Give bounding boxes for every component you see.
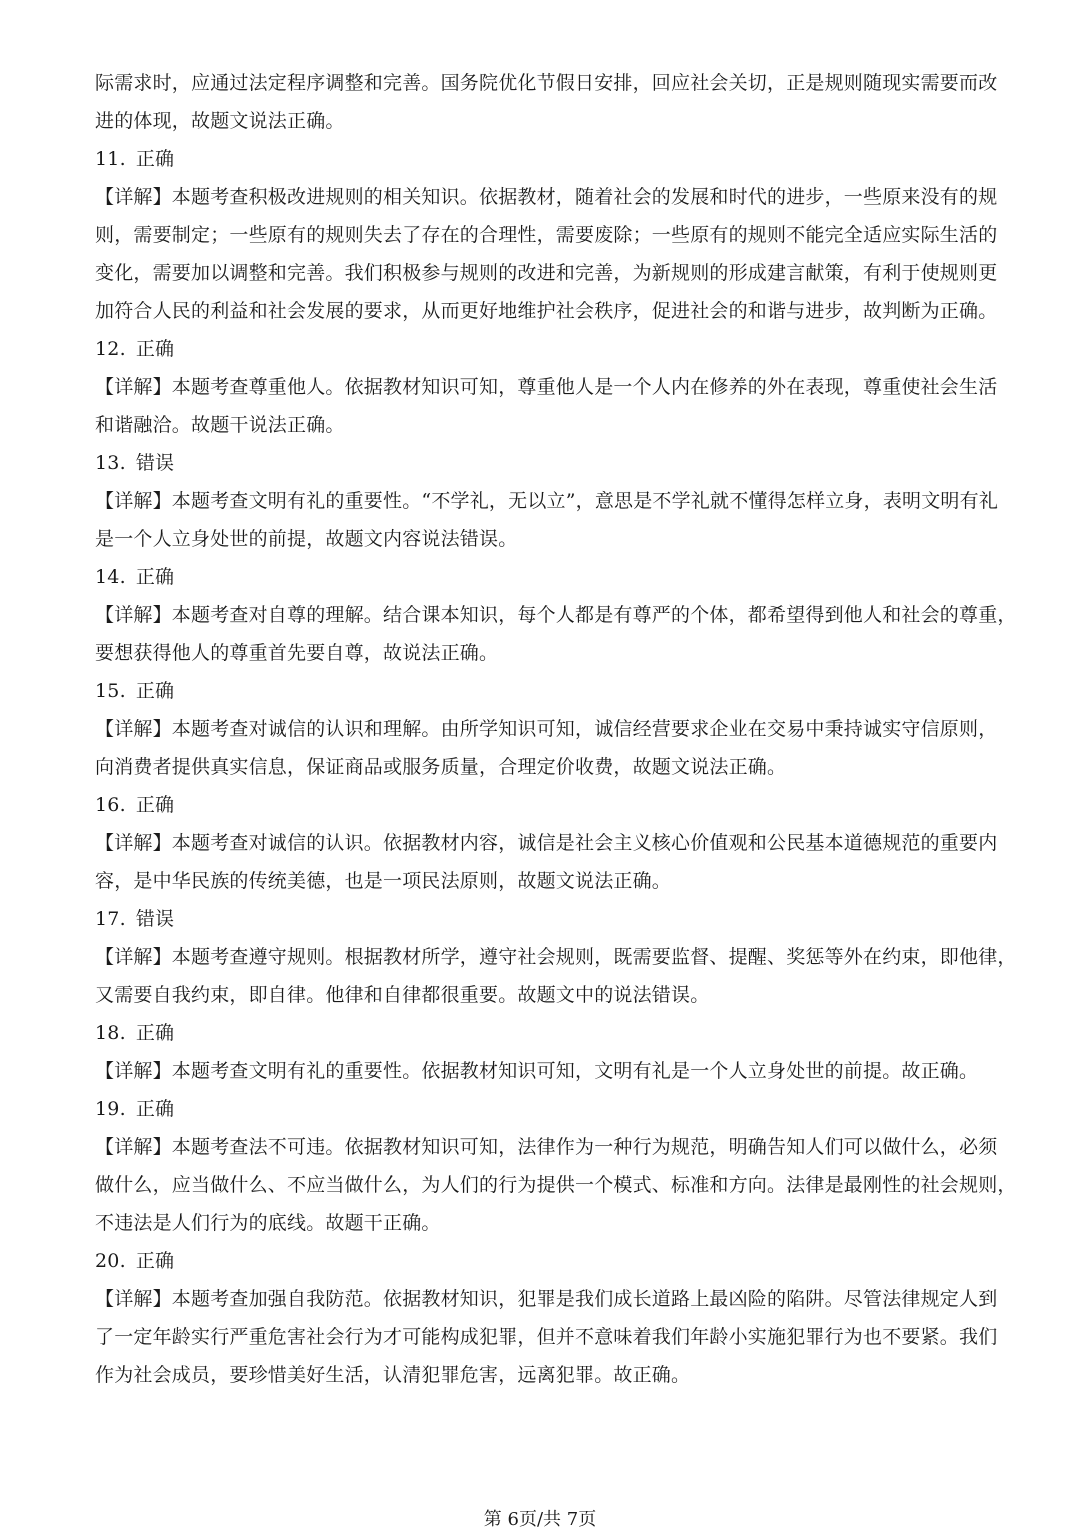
item-answer: 正确 [135,338,175,360]
item-answer: 错误 [135,908,175,930]
item-number: 20. [95,1250,126,1272]
item-number: 16. [95,794,126,816]
item-number: 15. [95,680,126,702]
item-answer: 正确 [135,794,175,816]
item-number: 13. [95,452,126,474]
detail-line: 【详解】本题考查积极改进规则的相关知识。依据教材，随着社会的发展和时代的进步，一些原来没有的规 [95,186,998,208]
detail-line: 【详解】本题考查对诚信的认识和理解。由所学知识可知，诚信经营要求企业在交易中秉持诚实守信原则， [95,718,998,740]
detail-line: 了一定年龄实行严重危害社会行为才可能构成犯罪，但并不意味着我们年龄小实施犯罪行为也不要紧。我们 [95,1326,998,1348]
item-number: 18. [95,1022,126,1044]
item-answer: 错误 [135,452,175,474]
item-number: 17. [95,908,126,930]
detail-line: 【详解】本题考查加强自我防范。依据教材知识，犯罪是我们成长道路上最凶险的陷阱。尽管法律规定人到 [95,1288,998,1310]
answer-item-11 [95,140,998,330]
answer-item-15 [95,672,998,786]
detail-line: 【详解】本题考查对自尊的理解。结合课本知识，每个人都是有尊严的个体，都希望得到他人和社会的尊重， [95,604,1017,626]
item-header [95,786,995,824]
answer-item-12 [95,330,998,444]
detail-line: 容，是中华民族的传统美德，也是一项民法原则，故题文说法正确。 [95,870,672,892]
item-number: 12. [95,338,126,360]
item-header [95,330,995,368]
detail-line: 做什么，应当做什么、不应当做什么，为人们的行为提供一个模式、标准和方向。法律是最刚性的社会规则， [95,1174,1017,1196]
intro-line: 际需求时，应通过法定程序调整和完善。国务院优化节假日安排，回应社会关切，正是规则随现实需要而改 [95,72,998,94]
item-answer: 正确 [135,1022,175,1044]
answer-item-18 [95,1014,995,1090]
intro-line: 进的体现，故题文说法正确。 [95,110,345,132]
detail-line: 和谐融洽。故题干说法正确。 [95,414,345,436]
detail-line: 【详解】本题考查文明有礼的重要性。“不学礼，无以立”，意思是不学礼就不懂得怎样立身，表明文明有礼 [95,490,999,512]
detail-line: 变化，需要加以调整和完善。我们积极参与规则的改进和完善，为新规则的形成建言献策，有利于使规则更 [95,262,998,284]
item-header [95,1242,995,1280]
item-number: 19. [95,1098,126,1120]
item-answer: 正确 [135,680,175,702]
item-header [95,140,995,178]
item-number: 14. [95,566,126,588]
item-answer: 正确 [135,566,175,588]
detail-line: 则，需要制定；一些原有的规则失去了存在的合理性，需要废除；一些原有的规则不能完全适应实际生活的 [95,224,998,246]
detail-line: 是一个人立身处世的前提，故题文内容说法错误。 [95,528,518,550]
answer-item-17 [95,900,1017,1014]
detail-line: 【详解】本题考查尊重他人。依据教材知识可知，尊重他人是一个人内在修养的外在表现，尊重使社会生活 [95,376,998,398]
detail-line: 要想获得他人的尊重首先要自尊，故说法正确。 [95,642,499,664]
answer-document [95,64,1017,1394]
answer-item-14 [95,558,1017,672]
detail-line: 作为社会成员，要珍惜美好生活，认清犯罪危害，远离犯罪。故正确。 [95,1364,691,1386]
answer-item-13 [95,444,999,558]
answer-item-19 [95,1090,1017,1242]
detail-line: 又需要自我约束，即自律。他律和自律都很重要。故题文中的说法错误。 [95,984,710,1006]
answer-item-16 [95,786,998,900]
answer-item-20 [95,1242,998,1394]
detail-line: 【详解】本题考查文明有礼的重要性。依据教材知识可知，文明有礼是一个人立身处世的前提。故正确。 [95,1060,979,1082]
item-answer: 正确 [135,148,175,170]
item-answer: 正确 [135,1098,175,1120]
item-header [95,558,995,596]
page-footer: 第 6页/共 7页 [483,1509,597,1530]
detail-line: 【详解】本题考查对诚信的认识。依据教材内容，诚信是社会主义核心价值观和公民基本道德规范的重要内 [95,832,998,854]
item-header [95,672,995,710]
item-answer: 正确 [135,1250,175,1272]
item-header [95,444,995,482]
detail-line: 【详解】本题考查法不可违。依据教材知识可知，法律作为一种行为规范，明确告知人们可以做什么，必须 [95,1136,998,1158]
item-header [95,1014,995,1052]
detail-line: 向消费者提供真实信息，保证商品或服务质量，合理定价收费，故题文说法正确。 [95,756,787,778]
detail-line: 加符合人民的利益和社会发展的要求，从而更好地维护社会秩序，促进社会的和谐与进步，故判断为正确。 [95,300,998,322]
item-header [95,1090,995,1128]
detail-line: 不违法是人们行为的底线。故题干正确。 [95,1212,441,1234]
item-header [95,900,995,938]
detail-line: 【详解】本题考查遵守规则。根据教材所学，遵守社会规则，既需要监督、提醒、奖惩等外在约束，即他律， [95,946,1017,968]
item-number: 11. [95,148,126,170]
